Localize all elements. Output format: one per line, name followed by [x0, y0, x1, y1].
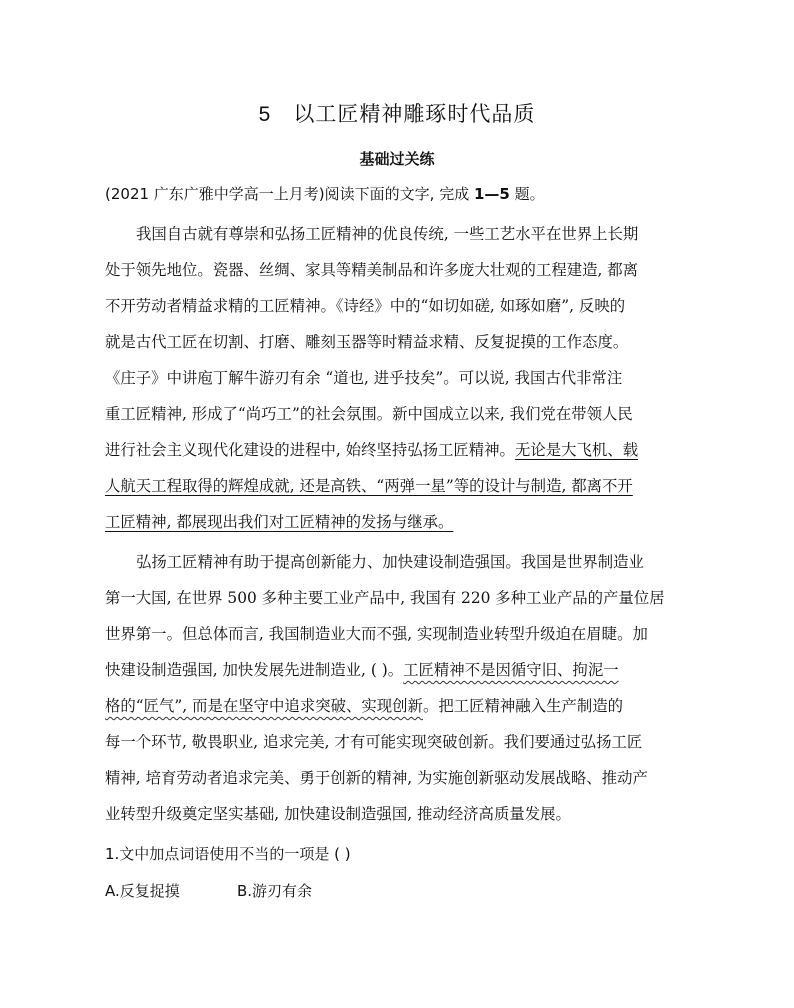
option-b: B.游刃有余	[237, 882, 313, 900]
underlined-sentence: 无论是大飞机、载	[514, 441, 639, 459]
question-range: 1—5	[473, 185, 510, 203]
passage-line: 《庄子》中讲庖丁解牛游刃有余 “道也, 进乎技矣”。可以说, 我国古代非常注	[105, 369, 623, 387]
passage-line: 世界第一。但总体而言, 我国制造业大而不强, 实现制造业转型升级迫在眉睫。加	[105, 625, 648, 643]
passage-line	[105, 658, 619, 680]
passage-line: 第一大国, 在世界 500 多种主要工业产品中, 我国有 220 多种工业产品的产量位居	[105, 589, 665, 607]
passage-line: 不开劳动者精益求精的工匠精神。《诗经》中的“如切如磋, 如琢如磨”, 反映的	[105, 297, 626, 315]
passage-line: 格的“匠气”, 而是在坚守中追求突破、实现创新。把工匠精神融入生产制造的	[105, 697, 624, 715]
passage-line: 进行社会主义现代化建设的进程中, 始终坚持弘扬工匠精神。无论是大飞机、载	[105, 441, 639, 459]
passage-line: 就是古代工匠在切割、打磨、雕刻玉器等时精益求精、反复捉摸的工作态度。	[105, 333, 629, 351]
passage-line: 每一个环节, 敬畏职业, 追求完美, 才有可能实现突破创新。我们要通过弘扬工匠	[105, 733, 643, 751]
underlined-sentence: 工匠精神, 都展现出我们对工匠精神的发扬与继承。	[105, 513, 454, 531]
passage-line: 精神, 培育劳动者追求完美、勇于创新的精神, 为实施创新驱动发展战略、推动产	[105, 769, 648, 787]
wavy-underlined-sentence: 工匠精神不是因循守旧、拘泥一	[403, 661, 619, 679]
passage-instruction: (2021 广东广雅中学高一上月考)阅读下面的文字, 完成 1—5 题。	[105, 185, 545, 203]
lesson-title-text: 以工匠精神雕琢时代品质	[293, 103, 536, 126]
question-stem: 1.文中加点词语使用不当的一项是 ( )	[105, 845, 351, 863]
option-a: A.反复捉摸	[105, 882, 180, 900]
passage-line: 处于领先地位。瓷器、丝绸、家具等精美制品和许多庞大壮观的工程建造, 都离	[105, 261, 639, 279]
underlined-sentence: 人航天工程取得的辉煌成就, 还是高铁、“两弹一星”等的设计与制造, 都离不开	[105, 477, 633, 495]
wavy-underlined-sentence: 格的“匠气”, 而是在坚守中追求突破、实现创新	[105, 697, 423, 715]
passage-line: 弘扬工匠精神有助于提高创新能力、加快建设制造强国。我国是世界制造业	[136, 553, 644, 571]
section-title: 基础过关练	[359, 150, 435, 168]
blank-sentence: 快建设制造强国, 加快发展先进制造业, ( )。	[105, 661, 404, 679]
passage-line: 业转型升级奠定坚实基础, 加快建设制造强国, 推动经济高质量发展。	[105, 805, 571, 823]
passage-line: 重工匠精神, 形成了“尚巧工”的社会氛围。新中国成立以来, 我们党在带领人民	[105, 405, 633, 423]
passage-line: 我国自古就有尊崇和弘扬工匠精神的优良传统, 一些工艺水平在世界上长期	[136, 225, 639, 243]
lesson-number: 5	[258, 103, 272, 126]
lesson-title	[0, 98, 794, 128]
source-note: (2021 广东广雅中学高一上月考)	[105, 185, 325, 203]
